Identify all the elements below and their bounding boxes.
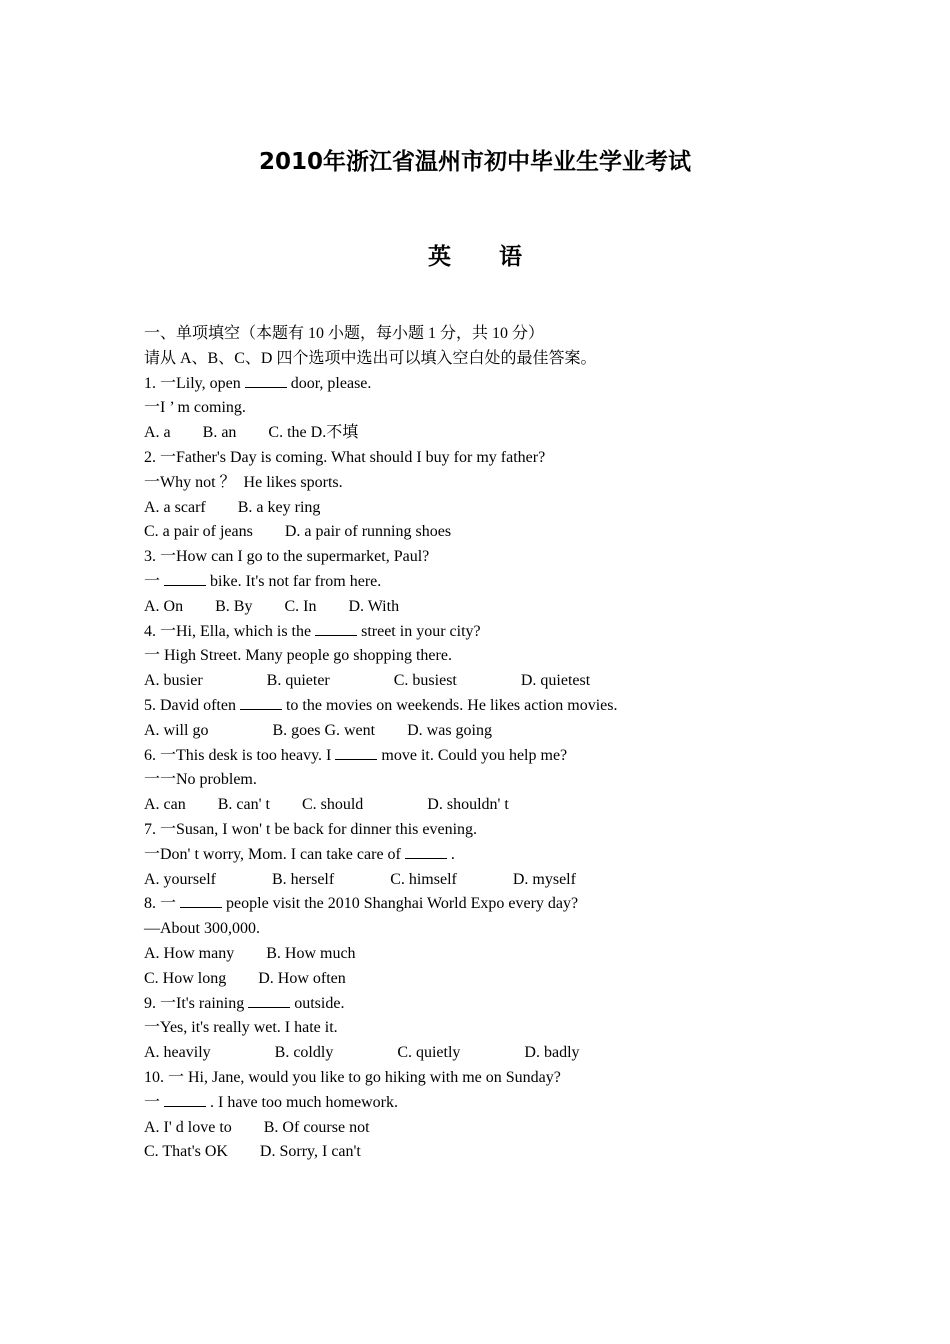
answer-blank <box>240 694 282 710</box>
question-line: 2. 一Father's Day is coming. What should I buy for my father? <box>144 448 546 466</box>
section-heading: 一、单项填空（本题有 10 小题，每小题 1 分，共 10 分） <box>144 325 545 342</box>
question-line: 一 High Street. Many people go shopping there. <box>144 647 452 665</box>
question-lines <box>144 372 864 1166</box>
question-line: 9. 一It's raining outside. <box>144 992 864 1017</box>
answer-blank <box>164 570 206 586</box>
question-line: 8. 一 people visit the 2010 Shanghai World Expo every day? <box>144 892 864 917</box>
question-line: A. a B. an C. the D.不填 <box>144 424 359 442</box>
question-line: C. a pair of jeans D. a pair of running shoes <box>144 523 452 541</box>
question-line: 一Yes, it's really wet. I hate it. <box>144 1019 338 1037</box>
exam-title: 2010年浙江省温州市初中毕业生学业考试 <box>258 149 691 175</box>
answer-blank <box>248 992 290 1008</box>
question-line: C. That's OK D. Sorry, I can't <box>144 1143 361 1161</box>
question-line: A. yourself B. herself C. himself D. myself <box>144 870 576 888</box>
subject-heading: 英 语 <box>427 244 542 270</box>
question-line: 一Don' t worry, Mom. I can take care of . <box>144 843 864 868</box>
question-line: C. How long D. How often <box>144 969 346 987</box>
question-line: 10. 一 Hi, Jane, would you like to go hiking with me on Sunday? <box>144 1068 561 1086</box>
question-line: 7. 一Susan, I won' t be back for dinner this evening. <box>144 820 478 838</box>
question-line: A. heavily B. coldly C. quietly D. badly <box>144 1044 580 1062</box>
question-line: —About 300,000. <box>144 920 260 938</box>
question-line: 3. 一How can I go to the supermarket, Paul? <box>144 548 430 566</box>
question-body <box>144 322 864 1165</box>
answer-blank <box>335 744 377 760</box>
question-line: 1. 一Lily, open door, please. <box>144 372 864 397</box>
question-line: 一一No problem. <box>144 771 257 789</box>
question-line: 一 . I have too much homework. <box>144 1091 864 1116</box>
question-line: A. busier B. quieter C. busiest D. quietest <box>144 672 591 690</box>
question-line: A. a scarf B. a key ring <box>144 498 321 516</box>
question-line: 6. 一This desk is too heavy. I move it. Could you help me? <box>144 744 864 769</box>
answer-blank <box>245 372 287 388</box>
question-line: A. will go B. goes G. went D. was going <box>144 721 492 739</box>
section-instruction: 请从 A、B、C、D 四个选项中选出可以填入空白处的最佳答案。 <box>144 349 597 367</box>
question-line: 一Why not ？ He likes sports. <box>144 473 343 491</box>
question-line: A. How many B. How much <box>144 944 356 962</box>
question-line: A. I' d love to B. Of course not <box>144 1118 370 1136</box>
question-line: A. On B. By C. In D. With <box>144 597 400 615</box>
answer-blank <box>164 1091 206 1107</box>
answer-blank <box>180 892 222 908</box>
question-line: 一 bike. It's not far from here. <box>144 570 864 595</box>
question-line: A. can B. can' t C. should D. shouldn' t <box>144 796 509 814</box>
question-line: 4. 一Hi, Ella, which is the street in your city? <box>144 620 864 645</box>
question-line: 5. David often to the movies on weekends. He likes action movies. <box>144 694 864 719</box>
question-line: 一I ’ m coming. <box>144 399 246 417</box>
answer-blank <box>315 620 357 636</box>
answer-blank <box>405 843 447 859</box>
